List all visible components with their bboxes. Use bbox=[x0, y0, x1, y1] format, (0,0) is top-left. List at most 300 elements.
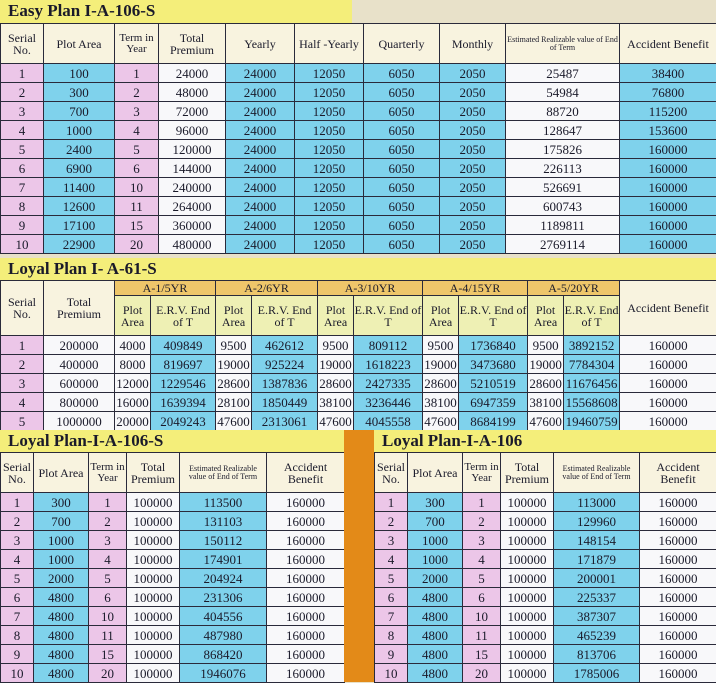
estimated-value-cell: 174901 bbox=[180, 550, 267, 569]
erv-cell: 1850449 bbox=[252, 393, 318, 412]
header-estimated-value: Estimated Realizable value of End of Term bbox=[506, 24, 620, 64]
term-cell: 1 bbox=[463, 493, 501, 512]
section-divider bbox=[344, 430, 374, 682]
estimated-value-cell: 128647 bbox=[506, 121, 620, 140]
plot-area-cell: 100 bbox=[44, 64, 115, 83]
term-cell: 3 bbox=[463, 531, 501, 550]
term-cell: 5 bbox=[89, 569, 127, 588]
serial-cell: 1 bbox=[1, 493, 34, 512]
header-serial: Serial No. bbox=[1, 281, 44, 336]
quarterly-cell: 6050 bbox=[364, 159, 440, 178]
erv-cell: 11676456 bbox=[564, 374, 620, 393]
erv-cell: 1618223 bbox=[354, 355, 423, 374]
serial-cell: 7 bbox=[1, 607, 34, 626]
sub-header-plot-area: Plot Area bbox=[528, 296, 564, 336]
estimated-value-cell: 225337 bbox=[554, 588, 640, 607]
estimated-value-cell: 2769114 bbox=[506, 235, 620, 254]
accident-benefit-cell: 160000 bbox=[640, 588, 716, 607]
erv-cell: 6947359 bbox=[459, 393, 528, 412]
accident-benefit-cell: 160000 bbox=[267, 645, 345, 664]
header-serial: Serial No. bbox=[375, 453, 408, 493]
erv-cell: 1229546 bbox=[151, 374, 216, 393]
erv-cell: 925224 bbox=[252, 355, 318, 374]
half-yearly-cell: 12050 bbox=[295, 102, 364, 121]
header-accident-benefit: Accident Benefit bbox=[620, 281, 716, 336]
table-row bbox=[1, 140, 716, 159]
accident-benefit-cell: 76800 bbox=[620, 83, 716, 102]
erv-cell: 1736840 bbox=[459, 336, 528, 355]
group-a4: A-4/15YR bbox=[423, 281, 528, 296]
header-serial: Serial No. bbox=[1, 453, 34, 493]
plot-area-cell: 1000 bbox=[34, 550, 89, 569]
estimated-value-cell: 868420 bbox=[180, 645, 267, 664]
half-yearly-cell: 12050 bbox=[295, 83, 364, 102]
header-estimated-value: Estimated Realizable value of End of Term bbox=[554, 453, 640, 493]
plot-area-cell: 4800 bbox=[34, 664, 89, 683]
plot-area-cell: 9500 bbox=[216, 336, 252, 355]
total-premium-cell: 100000 bbox=[127, 569, 180, 588]
plot-area-cell: 19000 bbox=[423, 355, 459, 374]
table-row bbox=[375, 493, 716, 512]
estimated-value-cell: 171879 bbox=[554, 550, 640, 569]
estimated-value-cell: 113000 bbox=[554, 493, 640, 512]
plot-area-cell: 700 bbox=[408, 512, 463, 531]
group-a3: A-3/10YR bbox=[318, 281, 423, 296]
serial-cell: 3 bbox=[1, 374, 44, 393]
sub-header-erv: E.R.V. End of T bbox=[564, 296, 620, 336]
accident-benefit-cell: 160000 bbox=[620, 140, 716, 159]
plot-area-cell: 19000 bbox=[216, 355, 252, 374]
accident-benefit-cell: 160000 bbox=[620, 374, 716, 393]
term-cell: 10 bbox=[89, 607, 127, 626]
estimated-value-cell: 129960 bbox=[554, 512, 640, 531]
header-plot-area: Plot Area bbox=[34, 453, 89, 493]
estimated-value-cell: 1189811 bbox=[506, 216, 620, 235]
half-yearly-cell: 12050 bbox=[295, 197, 364, 216]
plot-area-cell: 38100 bbox=[528, 393, 564, 412]
yearly-cell: 24000 bbox=[226, 83, 295, 102]
table-row bbox=[1, 83, 716, 102]
total-premium-cell: 100000 bbox=[501, 645, 554, 664]
plot-area-cell: 9500 bbox=[528, 336, 564, 355]
plot-area-cell: 4800 bbox=[34, 607, 89, 626]
plot-area-cell: 4800 bbox=[408, 664, 463, 683]
plot-area-cell: 28600 bbox=[528, 374, 564, 393]
erv-cell: 809112 bbox=[354, 336, 423, 355]
total-premium-cell: 100000 bbox=[127, 531, 180, 550]
table-row bbox=[1, 493, 345, 512]
erv-cell: 3236446 bbox=[354, 393, 423, 412]
half-yearly-cell: 12050 bbox=[295, 64, 364, 83]
table-row bbox=[375, 607, 716, 626]
plot-area-cell: 20000 bbox=[115, 412, 151, 431]
sub-header-plot-area: Plot Area bbox=[318, 296, 354, 336]
table-row bbox=[1, 569, 345, 588]
accident-benefit-cell: 160000 bbox=[620, 235, 716, 254]
serial-cell: 4 bbox=[375, 550, 408, 569]
table-row bbox=[1, 588, 345, 607]
estimated-value-cell: 526691 bbox=[506, 178, 620, 197]
erv-cell: 2313061 bbox=[252, 412, 318, 431]
total-premium-cell: 100000 bbox=[501, 588, 554, 607]
estimated-value-cell: 204924 bbox=[180, 569, 267, 588]
serial-cell: 1 bbox=[1, 64, 44, 83]
header-quarterly: Quarterly bbox=[364, 24, 440, 64]
estimated-value-cell: 25487 bbox=[506, 64, 620, 83]
erv-cell: 3892152 bbox=[564, 336, 620, 355]
plot-area-cell: 700 bbox=[44, 102, 115, 121]
erv-cell: 1639394 bbox=[151, 393, 216, 412]
table-row bbox=[375, 550, 716, 569]
accident-benefit-cell: 160000 bbox=[640, 512, 716, 531]
accident-benefit-cell: 160000 bbox=[640, 493, 716, 512]
term-cell: 15 bbox=[89, 645, 127, 664]
serial-cell: 8 bbox=[1, 626, 34, 645]
erv-cell: 4045558 bbox=[354, 412, 423, 431]
total-premium-cell: 100000 bbox=[501, 493, 554, 512]
term-cell: 2 bbox=[115, 83, 159, 102]
quarterly-cell: 6050 bbox=[364, 83, 440, 102]
header-total-premium: Total Premium bbox=[44, 281, 115, 336]
total-premium-cell: 480000 bbox=[159, 235, 226, 254]
estimated-value-cell: 1946076 bbox=[180, 664, 267, 683]
sub-header-plot-area: Plot Area bbox=[423, 296, 459, 336]
serial-cell: 9 bbox=[375, 645, 408, 664]
total-premium-cell: 120000 bbox=[159, 140, 226, 159]
estimated-value-cell: 465239 bbox=[554, 626, 640, 645]
serial-cell: 4 bbox=[1, 550, 34, 569]
header-accident-benefit: Accident Benefit bbox=[620, 24, 716, 64]
serial-cell: 2 bbox=[1, 512, 34, 531]
monthly-cell: 2050 bbox=[440, 83, 506, 102]
plot-area-cell: 4800 bbox=[34, 588, 89, 607]
serial-cell: 8 bbox=[375, 626, 408, 645]
header-plot-area: Plot Area bbox=[408, 453, 463, 493]
easy-plan-title: Easy Plan I-A-106-S bbox=[0, 0, 352, 23]
serial-cell: 3 bbox=[375, 531, 408, 550]
serial-cell: 3 bbox=[1, 102, 44, 121]
table-row bbox=[375, 512, 716, 531]
term-cell: 11 bbox=[463, 626, 501, 645]
serial-cell: 3 bbox=[1, 531, 34, 550]
loyal-61-plan-table bbox=[0, 280, 716, 431]
yearly-cell: 24000 bbox=[226, 140, 295, 159]
total-premium-cell: 240000 bbox=[159, 178, 226, 197]
term-cell: 4 bbox=[115, 121, 159, 140]
table-row bbox=[1, 235, 716, 254]
estimated-value-cell: 54984 bbox=[506, 83, 620, 102]
loyal-61-plan-title: Loyal Plan I- A-61-S bbox=[0, 258, 716, 280]
plot-area-cell: 12600 bbox=[44, 197, 115, 216]
accident-benefit-cell: 160000 bbox=[640, 531, 716, 550]
serial-cell: 1 bbox=[375, 493, 408, 512]
table-row bbox=[1, 645, 345, 664]
total-premium-cell: 1000000 bbox=[44, 412, 115, 431]
total-premium-cell: 100000 bbox=[127, 626, 180, 645]
quarterly-cell: 6050 bbox=[364, 178, 440, 197]
plot-area-cell: 9500 bbox=[423, 336, 459, 355]
term-cell: 3 bbox=[115, 102, 159, 121]
total-premium-cell: 100000 bbox=[127, 664, 180, 683]
serial-cell: 8 bbox=[1, 197, 44, 216]
plot-area-cell: 47600 bbox=[423, 412, 459, 431]
plot-area-cell: 4800 bbox=[34, 626, 89, 645]
plot-area-cell: 1000 bbox=[44, 121, 115, 140]
yearly-cell: 24000 bbox=[226, 121, 295, 140]
accident-benefit-cell: 38400 bbox=[620, 64, 716, 83]
accident-benefit-cell: 160000 bbox=[267, 493, 345, 512]
table-row bbox=[375, 664, 716, 683]
total-premium-cell: 100000 bbox=[501, 531, 554, 550]
table-row bbox=[375, 588, 716, 607]
erv-cell: 409849 bbox=[151, 336, 216, 355]
header-term: Term in Year bbox=[463, 453, 501, 493]
accident-benefit-cell: 153600 bbox=[620, 121, 716, 140]
half-yearly-cell: 12050 bbox=[295, 140, 364, 159]
table-row bbox=[375, 645, 716, 664]
total-premium-cell: 24000 bbox=[159, 64, 226, 83]
total-premium-cell: 100000 bbox=[127, 493, 180, 512]
header-accident-benefit: Accident Benefit bbox=[640, 453, 716, 493]
total-premium-cell: 100000 bbox=[127, 550, 180, 569]
accident-benefit-cell: 160000 bbox=[267, 588, 345, 607]
table-row bbox=[1, 355, 716, 374]
plot-area-cell: 17100 bbox=[44, 216, 115, 235]
estimated-value-cell: 200001 bbox=[554, 569, 640, 588]
term-cell: 5 bbox=[463, 569, 501, 588]
total-premium-cell: 100000 bbox=[501, 626, 554, 645]
yearly-cell: 24000 bbox=[226, 197, 295, 216]
sub-header-plot-area: Plot Area bbox=[216, 296, 252, 336]
plot-area-cell: 9500 bbox=[318, 336, 354, 355]
table-row bbox=[1, 64, 716, 83]
plot-area-cell: 300 bbox=[34, 493, 89, 512]
quarterly-cell: 6050 bbox=[364, 140, 440, 159]
plot-area-cell: 47600 bbox=[318, 412, 354, 431]
erv-cell: 19460759 bbox=[564, 412, 620, 431]
erv-cell: 5210519 bbox=[459, 374, 528, 393]
plot-area-cell: 38100 bbox=[423, 393, 459, 412]
erv-cell: 3473680 bbox=[459, 355, 528, 374]
header-total-premium: Total Premium bbox=[159, 24, 226, 64]
plot-area-cell: 1000 bbox=[34, 531, 89, 550]
estimated-value-cell: 148154 bbox=[554, 531, 640, 550]
total-premium-cell: 200000 bbox=[44, 336, 115, 355]
plot-area-cell: 4800 bbox=[408, 626, 463, 645]
yearly-cell: 24000 bbox=[226, 216, 295, 235]
term-cell: 1 bbox=[89, 493, 127, 512]
serial-cell: 4 bbox=[1, 393, 44, 412]
estimated-value-cell: 226113 bbox=[506, 159, 620, 178]
plot-area-cell: 11400 bbox=[44, 178, 115, 197]
total-premium-cell: 100000 bbox=[127, 645, 180, 664]
accident-benefit-cell: 160000 bbox=[640, 626, 716, 645]
plot-area-cell: 4800 bbox=[34, 645, 89, 664]
estimated-value-cell: 813706 bbox=[554, 645, 640, 664]
plot-area-cell: 28600 bbox=[216, 374, 252, 393]
accident-benefit-cell: 160000 bbox=[620, 393, 716, 412]
estimated-value-cell: 600743 bbox=[506, 197, 620, 216]
erv-cell: 1387836 bbox=[252, 374, 318, 393]
erv-cell: 819697 bbox=[151, 355, 216, 374]
term-cell: 20 bbox=[115, 235, 159, 254]
sub-header-erv: E.R.V. End of T bbox=[252, 296, 318, 336]
monthly-cell: 2050 bbox=[440, 102, 506, 121]
yearly-cell: 24000 bbox=[226, 235, 295, 254]
table-row bbox=[375, 531, 716, 550]
serial-cell: 10 bbox=[1, 235, 44, 254]
term-cell: 11 bbox=[89, 626, 127, 645]
term-cell: 6 bbox=[89, 588, 127, 607]
term-cell: 5 bbox=[115, 140, 159, 159]
plot-area-cell: 2000 bbox=[408, 569, 463, 588]
plot-area-cell: 28100 bbox=[216, 393, 252, 412]
total-premium-cell: 100000 bbox=[127, 607, 180, 626]
erv-cell: 2049243 bbox=[151, 412, 216, 431]
accident-benefit-cell: 160000 bbox=[620, 216, 716, 235]
term-cell: 4 bbox=[463, 550, 501, 569]
header-plot-area: Plot Area bbox=[44, 24, 115, 64]
plot-area-cell: 300 bbox=[408, 493, 463, 512]
plot-area-cell: 4800 bbox=[408, 607, 463, 626]
total-premium-cell: 100000 bbox=[501, 512, 554, 531]
sub-header-erv: E.R.V. End of T bbox=[459, 296, 528, 336]
plot-area-cell: 22900 bbox=[44, 235, 115, 254]
table-row bbox=[1, 102, 716, 121]
table-row bbox=[1, 121, 716, 140]
loyal-106-plan-title: Loyal Plan-I-A-106 bbox=[374, 430, 716, 452]
yearly-cell: 24000 bbox=[226, 64, 295, 83]
sub-header-erv: E.R.V. End of T bbox=[354, 296, 423, 336]
plot-area-cell: 300 bbox=[44, 83, 115, 102]
plot-area-cell: 38100 bbox=[318, 393, 354, 412]
yearly-cell: 24000 bbox=[226, 159, 295, 178]
accident-benefit-cell: 115200 bbox=[620, 102, 716, 121]
quarterly-cell: 6050 bbox=[364, 216, 440, 235]
monthly-cell: 2050 bbox=[440, 216, 506, 235]
serial-cell: 5 bbox=[375, 569, 408, 588]
loyal-106s-plan-title: Loyal Plan-I-A-106-S bbox=[0, 430, 344, 452]
total-premium-cell: 264000 bbox=[159, 197, 226, 216]
term-cell: 20 bbox=[89, 664, 127, 683]
estimated-value-cell: 231306 bbox=[180, 588, 267, 607]
total-premium-cell: 72000 bbox=[159, 102, 226, 121]
plot-area-cell: 1000 bbox=[408, 550, 463, 569]
table-row bbox=[1, 664, 345, 683]
header-monthly: Monthly bbox=[440, 24, 506, 64]
term-cell: 3 bbox=[89, 531, 127, 550]
serial-cell: 5 bbox=[1, 412, 44, 431]
accident-benefit-cell: 160000 bbox=[620, 412, 716, 431]
total-premium-cell: 144000 bbox=[159, 159, 226, 178]
total-premium-cell: 100000 bbox=[501, 607, 554, 626]
accident-benefit-cell: 160000 bbox=[640, 569, 716, 588]
accident-benefit-cell: 160000 bbox=[267, 569, 345, 588]
estimated-value-cell: 1785006 bbox=[554, 664, 640, 683]
total-premium-cell: 800000 bbox=[44, 393, 115, 412]
header-half-yearly: Half -Yearly bbox=[295, 24, 364, 64]
group-a5: A-5/20YR bbox=[528, 281, 620, 296]
accident-benefit-cell: 160000 bbox=[267, 531, 345, 550]
term-cell: 10 bbox=[115, 178, 159, 197]
serial-cell: 2 bbox=[375, 512, 408, 531]
serial-cell: 6 bbox=[1, 588, 34, 607]
accident-benefit-cell: 160000 bbox=[267, 607, 345, 626]
half-yearly-cell: 12050 bbox=[295, 235, 364, 254]
header-term: Term in Year bbox=[89, 453, 127, 493]
monthly-cell: 2050 bbox=[440, 140, 506, 159]
serial-cell: 4 bbox=[1, 121, 44, 140]
table-row bbox=[1, 374, 716, 393]
serial-cell: 1 bbox=[1, 336, 44, 355]
table-row bbox=[1, 626, 345, 645]
table-row bbox=[1, 412, 716, 431]
table-row bbox=[375, 569, 716, 588]
total-premium-cell: 48000 bbox=[159, 83, 226, 102]
table-row bbox=[1, 393, 716, 412]
quarterly-cell: 6050 bbox=[364, 102, 440, 121]
term-cell: 11 bbox=[115, 197, 159, 216]
serial-cell: 5 bbox=[1, 140, 44, 159]
plot-area-cell: 47600 bbox=[216, 412, 252, 431]
plot-area-cell: 28600 bbox=[423, 374, 459, 393]
erv-cell: 15568608 bbox=[564, 393, 620, 412]
table-row bbox=[1, 607, 345, 626]
table-row bbox=[1, 216, 716, 235]
term-cell: 2 bbox=[89, 512, 127, 531]
half-yearly-cell: 12050 bbox=[295, 216, 364, 235]
serial-cell: 10 bbox=[1, 664, 34, 683]
header-serial: Serial No. bbox=[1, 24, 44, 64]
accident-benefit-cell: 160000 bbox=[620, 178, 716, 197]
term-cell: 6 bbox=[463, 588, 501, 607]
serial-cell: 9 bbox=[1, 216, 44, 235]
estimated-value-cell: 150112 bbox=[180, 531, 267, 550]
plot-area-cell: 700 bbox=[34, 512, 89, 531]
header-total-premium: Total Premium bbox=[127, 453, 180, 493]
total-premium-cell: 100000 bbox=[501, 569, 554, 588]
estimated-value-cell: 404556 bbox=[180, 607, 267, 626]
table-row bbox=[1, 178, 716, 197]
header-total-premium: Total Premium bbox=[501, 453, 554, 493]
term-cell: 2 bbox=[463, 512, 501, 531]
header-accident-benefit: Accident Benefit bbox=[267, 453, 345, 493]
term-cell: 10 bbox=[463, 607, 501, 626]
estimated-value-cell: 487980 bbox=[180, 626, 267, 645]
group-a1: A-1/5YR bbox=[115, 281, 216, 296]
table-row bbox=[375, 626, 716, 645]
total-premium-cell: 600000 bbox=[44, 374, 115, 393]
accident-benefit-cell: 160000 bbox=[620, 355, 716, 374]
total-premium-cell: 100000 bbox=[127, 512, 180, 531]
plot-area-cell: 2000 bbox=[34, 569, 89, 588]
monthly-cell: 2050 bbox=[440, 178, 506, 197]
accident-benefit-cell: 160000 bbox=[620, 197, 716, 216]
term-cell: 6 bbox=[115, 159, 159, 178]
term-cell: 1 bbox=[115, 64, 159, 83]
serial-cell: 6 bbox=[375, 588, 408, 607]
total-premium-cell: 100000 bbox=[501, 550, 554, 569]
serial-cell: 5 bbox=[1, 569, 34, 588]
term-cell: 20 bbox=[463, 664, 501, 683]
estimated-value-cell: 387307 bbox=[554, 607, 640, 626]
term-cell: 4 bbox=[89, 550, 127, 569]
table-row bbox=[1, 512, 345, 531]
plot-area-cell: 4800 bbox=[408, 645, 463, 664]
plot-area-cell: 16000 bbox=[115, 393, 151, 412]
total-premium-cell: 100000 bbox=[501, 664, 554, 683]
sub-header-plot-area: Plot Area bbox=[115, 296, 151, 336]
